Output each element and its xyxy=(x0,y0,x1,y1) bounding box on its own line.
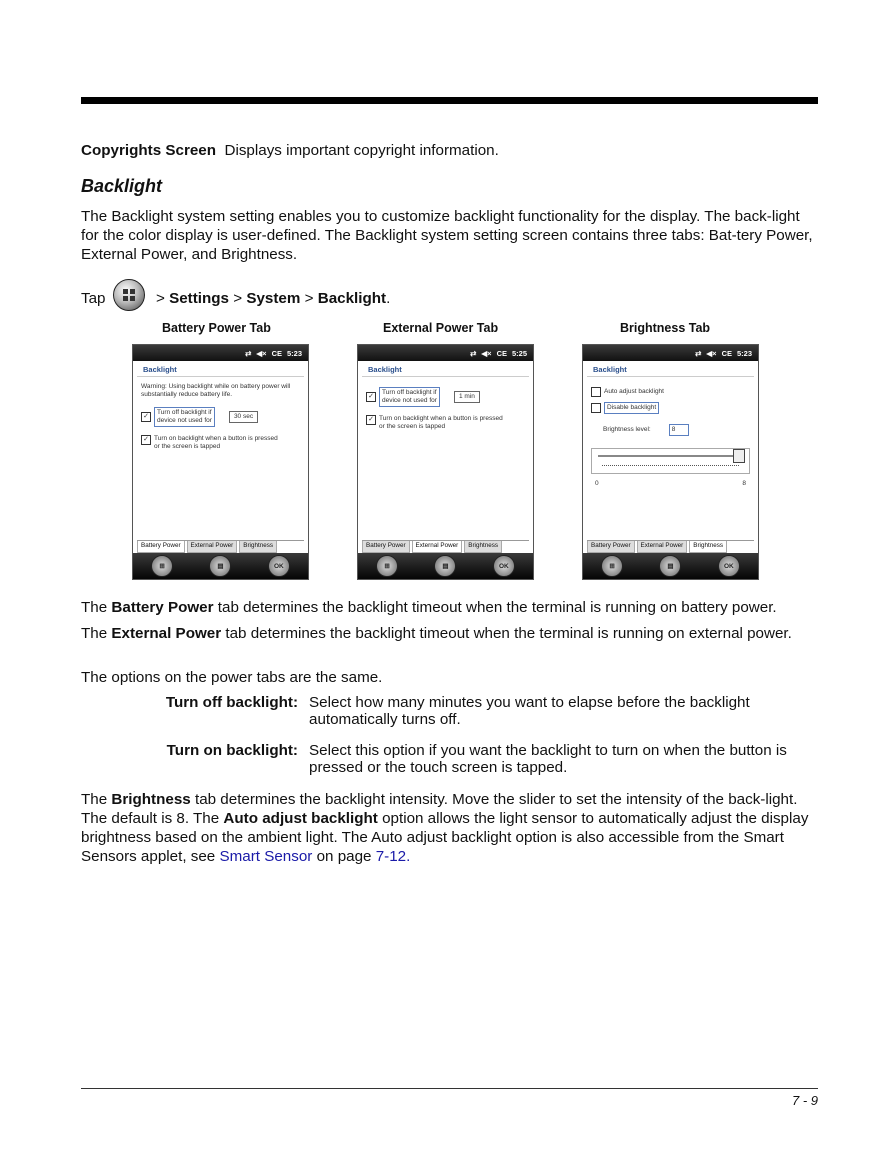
ok-button[interactable]: OK xyxy=(268,555,290,577)
warning-text: Warning: Using backlight while on battery power will substantially reduce battery life. xyxy=(141,383,291,398)
ok-button[interactable]: OK xyxy=(718,555,740,577)
brightness-screenshot: ⇄ ◀× CE 5:23 Backlight Auto adjust backlight Disable backlight Brightness level: 8 0 8 Battery Power External Power Brightness ⊞ ▤ OK xyxy=(582,344,759,580)
screen-title: Backlight xyxy=(137,361,304,377)
status-bar: ⇄ ◀× CE 5:23 xyxy=(133,345,308,361)
tab-brightness[interactable]: Brightness xyxy=(464,541,502,553)
nav-bar xyxy=(358,553,533,579)
options-paragraph: The options on the power tabs are the same. xyxy=(81,669,383,686)
status-bar: ⇄ ◀× CE 5:23 xyxy=(583,345,758,361)
external-power-paragraph: The External Power tab determines the backlight timeout when the terminal is running on external power. xyxy=(81,625,792,642)
copyrights-term: Copyrights Screen xyxy=(81,142,217,159)
tab-battery[interactable]: Battery Power xyxy=(587,541,635,553)
system-label: System xyxy=(246,290,301,307)
tab-strip xyxy=(137,540,304,553)
page-link[interactable]: 7-12. xyxy=(375,848,411,865)
brightness-slider[interactable] xyxy=(591,448,750,474)
tab-brightness[interactable]: Brightness xyxy=(239,541,277,553)
tab-battery[interactable]: Battery Power xyxy=(362,541,410,553)
header-rule xyxy=(81,97,818,104)
turnon-checkbox[interactable]: ✓ xyxy=(366,415,376,425)
nav-bar xyxy=(583,553,758,579)
screen-title: Backlight xyxy=(587,361,754,377)
footer-rule xyxy=(81,1088,818,1089)
start-icon[interactable]: ⊞ xyxy=(376,555,398,577)
tab-external[interactable]: External Power xyxy=(187,541,238,553)
keyboard-icon[interactable]: ▤ xyxy=(434,555,456,577)
slider-min-label: 0 xyxy=(595,480,599,487)
status-bar: ⇄ ◀× CE 5:25 xyxy=(358,345,533,361)
section-heading: Backlight xyxy=(81,176,163,196)
tab-external[interactable]: External Power xyxy=(412,541,463,553)
start-icon[interactable]: ⊞ xyxy=(151,555,173,577)
brightness-paragraph: The Brightness tab determines the backlight intensity. Move the slider to set the intensity of the back-light. The default is 8. The Auto adjust backlight option allows the light sensor to automatically adjust the display brightness based on the ambient light. The Auto adjust backlight option is also accessible from the Smart Sensors applet, see Smart Sensor on page 7-12. xyxy=(81,791,809,865)
smart-sensor-link[interactable]: Smart Sensor xyxy=(219,848,313,865)
timeout-select[interactable]: 30 sec xyxy=(229,411,258,423)
caption-external: External Power Tab xyxy=(383,321,499,335)
brightness-value: 8 xyxy=(669,424,689,436)
turnoff-checkbox[interactable]: ✓ xyxy=(366,392,376,402)
battery-power-screenshot: ⇄ ◀× CE 5:23 Backlight Warning: Using backlight while on battery power will substantially reduce battery life. ✓ Turn off backlight if device not used for 30 sec ✓ Turn on backlight when a button is pressed or the screen is tapped Battery Power External Power Brightness ⊞ ▤ OK xyxy=(132,344,309,580)
turnon-checkbox[interactable]: ✓ xyxy=(141,435,151,445)
slider-thumb[interactable] xyxy=(733,449,745,463)
windows-start-icon xyxy=(113,279,145,311)
timeout-select[interactable]: 1 min xyxy=(454,391,480,403)
copyrights-desc: Displays important copyright information. xyxy=(224,142,499,159)
caption-battery: Battery Power Tab xyxy=(162,321,271,335)
tab-external[interactable]: External Power xyxy=(637,541,688,553)
backlight-label: Backlight xyxy=(317,290,387,307)
screen-title: Backlight xyxy=(362,361,529,377)
turnoff-checkbox[interactable]: ✓ xyxy=(141,412,151,422)
external-power-screenshot: ⇄ ◀× CE 5:25 Backlight ✓ Turn off backlight if device not used for 1 min ✓ Turn on backlight when a button is pressed or the screen is tapped Battery Power External Power Brightness ⊞ ▤ OK xyxy=(357,344,534,580)
copyrights-entry xyxy=(81,141,818,160)
ok-button[interactable]: OK xyxy=(493,555,515,577)
def-term-turnon: Turn on backlight: xyxy=(166,742,298,759)
tab-strip xyxy=(362,540,529,553)
page-number: 7 - 9 xyxy=(791,1093,818,1108)
slider-max-label: 8 xyxy=(742,480,746,487)
keyboard-icon[interactable]: ▤ xyxy=(659,555,681,577)
start-icon[interactable]: ⊞ xyxy=(601,555,623,577)
def-desc-turnoff: Select how many minutes you want to elapse before the backlight automatically turns off. xyxy=(309,694,750,728)
tab-battery[interactable]: Battery Power xyxy=(137,541,185,553)
tab-strip xyxy=(587,540,754,553)
auto-adjust-checkbox[interactable] xyxy=(591,387,601,397)
intro-paragraph: The Backlight system setting enables you to customize backlight functionality for the display. The back-light for the color display is user-defined. The Backlight system setting screen contains three tabs: Bat-tery Power, External Power, and Brightness. xyxy=(81,208,813,263)
tab-brightness[interactable]: Brightness xyxy=(689,541,727,553)
def-term-turnoff: Turn off backlight: xyxy=(165,694,298,711)
caption-brightness: Brightness Tab xyxy=(620,321,711,335)
battery-power-paragraph: The Battery Power tab determines the backlight timeout when the terminal is running on battery power. xyxy=(81,599,777,616)
tap-instruction: Tap > Settings > System > Backlight. xyxy=(81,290,391,307)
keyboard-icon[interactable]: ▤ xyxy=(209,555,231,577)
def-desc-turnon: Select this option if you want the backlight to turn on when the button is pressed or the touch screen is tapped. xyxy=(309,742,787,776)
nav-bar xyxy=(133,553,308,579)
disable-checkbox[interactable] xyxy=(591,403,601,413)
settings-label: Settings xyxy=(169,290,229,307)
